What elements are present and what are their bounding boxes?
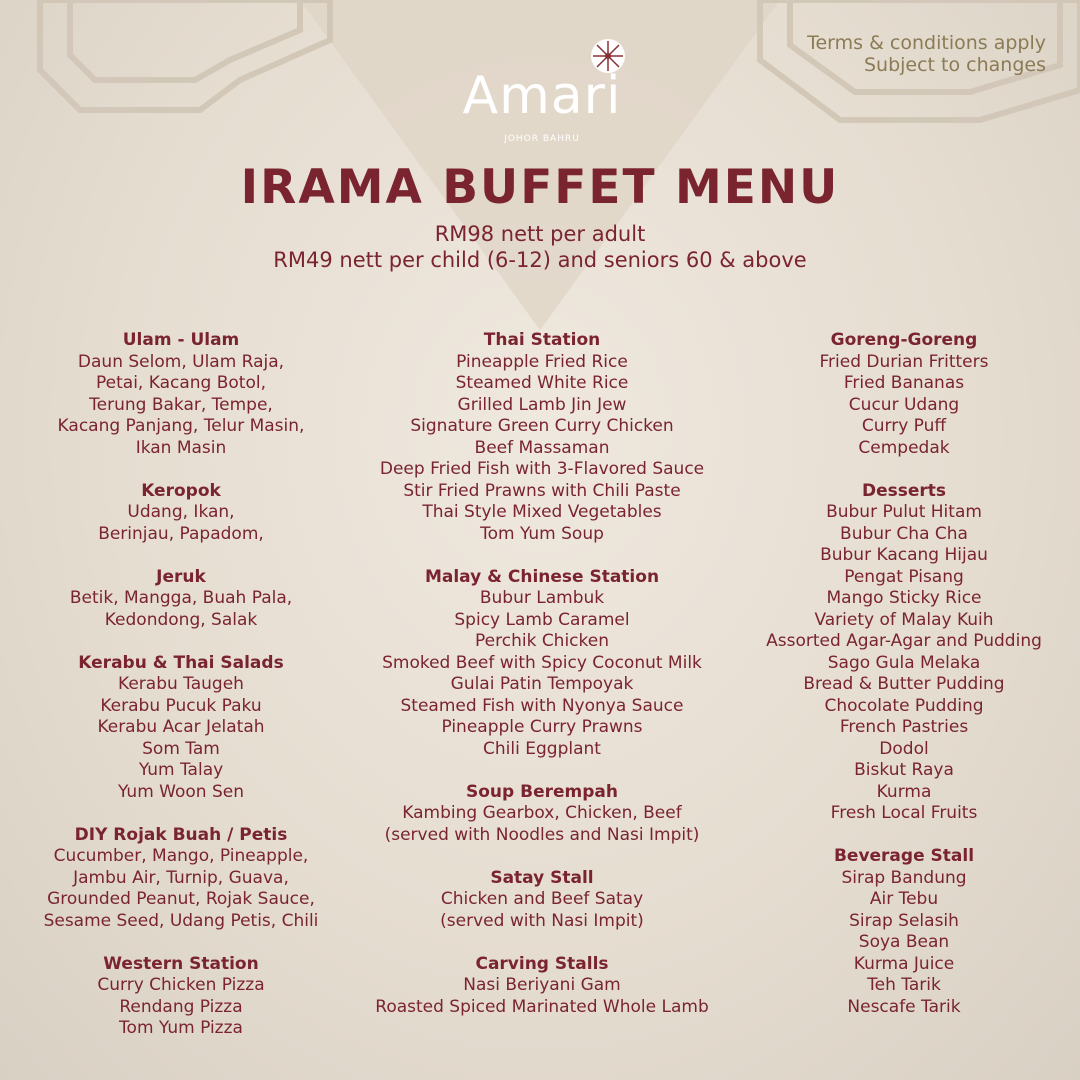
menu-section: [362, 567, 722, 761]
menu-item: Ikan Masin: [135, 437, 227, 458]
menu-item: Tom Yum Soup: [480, 523, 604, 544]
menu-item: Steamed White Rice: [455, 373, 629, 393]
menu-item: Dodol: [879, 738, 929, 759]
section-title: Kerabu & Thai Salads: [78, 652, 284, 673]
menu-item: Bubur Pulut Hitam: [826, 502, 982, 522]
section-title: Carving Stalls: [475, 953, 609, 974]
terms-notice: [807, 32, 1046, 76]
menu-item: Kerabu Taugeh: [118, 674, 244, 694]
menu-section: [30, 954, 332, 1040]
menu-item: Bubur Lambuk: [479, 588, 605, 608]
menu-item: Air Tebu: [869, 889, 939, 909]
menu-item: Pineapple Curry Prawns: [441, 717, 643, 737]
menu-item: Tom Yum Pizza: [119, 1018, 243, 1038]
section-title: Keropok: [141, 480, 221, 501]
menu-section: [754, 330, 1054, 459]
menu-item: Sago Gula Melaka: [827, 652, 981, 673]
menu-item: (served with Nasi Impit): [440, 910, 644, 931]
menu-item: Chili Eggplant: [483, 738, 601, 759]
menu-section: [30, 825, 332, 933]
menu-item: Chicken and Beef Satay: [440, 889, 644, 909]
menu-item: Assorted Agar-Agar and Pudding: [766, 631, 1042, 651]
section-title: Desserts: [861, 480, 947, 501]
menu-section: [754, 481, 1054, 825]
menu-item: Betik, Mangga, Buah Pala,: [69, 588, 293, 608]
menu-item: Beef Massaman: [474, 437, 610, 458]
section-title: Malay & Chinese Station: [424, 566, 660, 587]
menu-section: [30, 481, 332, 546]
menu-item: Udang, Ikan,: [127, 502, 235, 522]
menu-item: Mango Sticky Rice: [826, 588, 982, 608]
menu-item: Berinjau, Papadom,: [98, 523, 264, 544]
menu-item: Grilled Lamb Jin Jew: [457, 394, 627, 415]
menu-section: [30, 653, 332, 804]
section-title: Thai Station: [483, 330, 601, 350]
menu-item: French Pastries: [839, 717, 969, 737]
menu-item: Jambu Air, Turnip, Guava,: [73, 867, 289, 888]
section-title: Soup Berempah: [466, 781, 618, 802]
menu-item: Fried Durian Fritters: [819, 351, 989, 372]
menu-item: Chocolate Pudding: [824, 695, 984, 716]
section-title: Western Station: [103, 953, 259, 974]
menu-item: Teh Tarik: [867, 975, 941, 995]
menu-item: Spicy Lamb Caramel: [454, 609, 630, 630]
menu-item: Cucumber, Mango, Pineapple,: [53, 846, 309, 866]
child-senior-price: RM49 nett per child (6-12) and seniors 60 & above: [273, 248, 807, 272]
menu-item: Cempedak: [858, 437, 950, 458]
section-title: DIY Rojak Buah / Petis: [74, 824, 288, 845]
menu-item: Gulai Patin Tempoyak: [450, 674, 634, 694]
menu-item: Variety of Malay Kuih: [814, 609, 994, 630]
menu-item: Nasi Beriyani Gam: [463, 975, 621, 995]
menu-item: Fried Bananas: [843, 373, 965, 393]
menu-item: Yum Talay: [138, 760, 224, 780]
section-title: Ulam - Ulam: [122, 330, 240, 350]
menu-item: Biskut Raya: [854, 760, 954, 780]
menu-item: Curry Puff: [861, 416, 947, 436]
section-title: Jeruk: [156, 566, 206, 587]
menu-item: Fresh Local Fruits: [830, 803, 978, 823]
menu-title: IRAMA BUFFET MENU: [240, 160, 840, 215]
menu-item: Kurma: [876, 781, 932, 802]
menu-item: Petai, Kacang Botol,: [96, 373, 266, 393]
section-title: Beverage Stall: [833, 846, 975, 866]
adult-price: RM98 nett per adult: [434, 222, 646, 246]
menu-item: Grounded Peanut, Rojak Sauce,: [47, 889, 315, 909]
logo-wordmark: Amari: [462, 66, 622, 126]
menu-item: Kambing Gearbox, Chicken, Beef: [402, 803, 682, 823]
menu-item: Soya Bean: [858, 932, 950, 952]
terms-line: Terms & conditions apply: [807, 32, 1046, 54]
menu-section: [362, 868, 722, 933]
menu-item: Roasted Spiced Marinated Whole Lamb: [375, 996, 709, 1017]
section-title: Satay Stall: [490, 867, 594, 888]
menu-item: Pineapple Fried Rice: [456, 351, 628, 372]
menu-item: Kerabu Pucuk Paku: [100, 695, 262, 716]
menu-column-right: [754, 330, 1054, 1040]
menu-item: Bubur Cha Cha: [840, 523, 968, 544]
menu-section: [362, 954, 722, 1019]
menu-item: Daun Selom, Ulam Raja,: [77, 351, 285, 372]
menu-column-center: [362, 330, 722, 1040]
changes-line: Subject to changes: [863, 54, 1046, 76]
menu-item: Kerabu Acar Jelatah: [97, 717, 265, 737]
menu-item: Bread & Butter Pudding: [803, 674, 1005, 694]
menu-item: Rendang Pizza: [119, 996, 243, 1017]
menu-item: Sirap Bandung: [841, 867, 967, 888]
menu-item: Kacang Panjang, Telur Masin,: [57, 416, 305, 436]
menu-item: Pengat Pisang: [844, 566, 964, 587]
menu-item: Steamed Fish with Nyonya Sauce: [400, 695, 684, 716]
menu-item: (served with Noodles and Nasi Impit): [384, 824, 700, 845]
menu-item: Sesame Seed, Udang Petis, Chili: [43, 910, 319, 931]
logo-location: JOHOR BAHRU: [504, 134, 580, 144]
menu-item: Terung Bakar, Tempe,: [89, 394, 273, 415]
menu-item: Thai Style Mixed Vegetables: [422, 502, 662, 522]
menu-item: Signature Green Curry Chicken: [410, 416, 674, 436]
menu-item: Kurma Juice: [853, 953, 955, 974]
menu-item: Nescafe Tarik: [847, 996, 961, 1017]
menu-item: Perchik Chicken: [475, 631, 609, 651]
menu-item: Curry Chicken Pizza: [97, 975, 265, 995]
menu-section: [30, 567, 332, 632]
section-title: Goreng-Goreng: [830, 330, 978, 350]
amari-logo: [452, 36, 632, 148]
menu-column-left: [30, 330, 332, 1061]
menu-item: Cucur Udang: [848, 394, 960, 415]
menu-item: Yum Woon Sen: [118, 781, 244, 802]
menu-item: Smoked Beef with Spicy Coconut Milk: [382, 652, 702, 673]
menu-section: [30, 330, 332, 459]
menu-section: [362, 782, 722, 847]
menu-item: Som Tam: [142, 738, 220, 759]
menu-section: [362, 330, 722, 545]
menu-item: Sirap Selasih: [849, 910, 959, 931]
menu-item: Stir Fried Prawns with Chili Paste: [403, 480, 681, 501]
menu-item: Bubur Kacang Hijau: [820, 545, 988, 565]
menu-section: [754, 846, 1054, 1018]
menu-item: Deep Fried Fish with 3-Flavored Sauce: [379, 459, 705, 479]
menu-item: Kedondong, Salak: [104, 609, 258, 630]
